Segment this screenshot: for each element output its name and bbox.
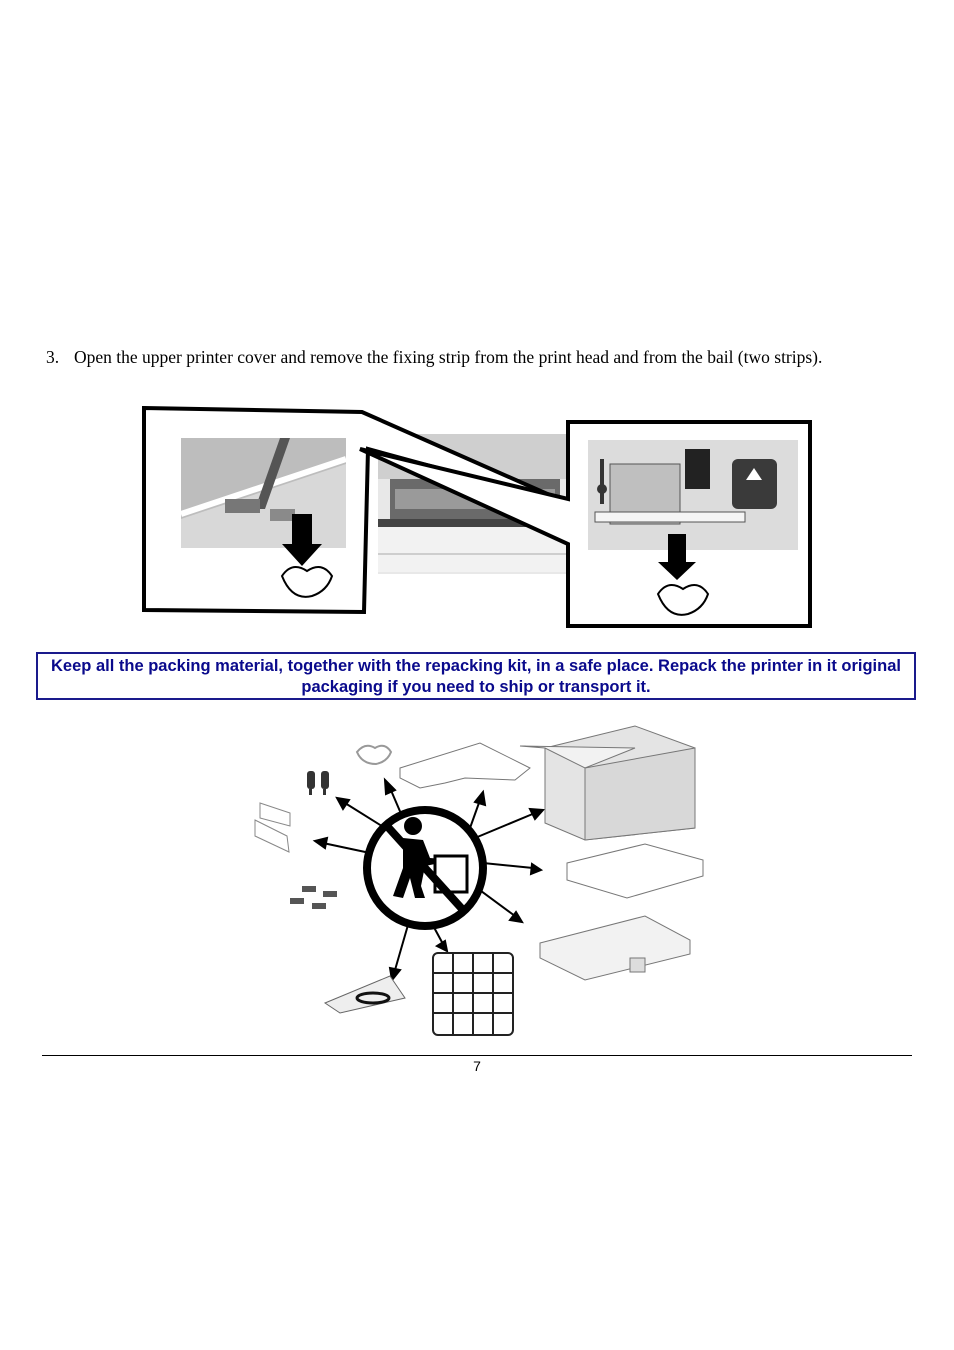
knobs-icon <box>307 771 329 795</box>
packing-material-figure <box>245 708 705 1044</box>
top-insert-icon <box>400 743 530 788</box>
pallet-icon <box>540 916 690 980</box>
strip-removal-figure <box>140 404 820 634</box>
foam-tray-icon <box>567 844 703 898</box>
footer-rule <box>42 1055 912 1056</box>
cardboard-box-icon <box>520 726 695 840</box>
packing-note: Keep all the packing material, together with the repacking kit, in a safe place. Repack the printer in it original packaging if you need to ship or transport it. <box>36 652 916 700</box>
step-number: 3. <box>46 347 60 367</box>
step-3 <box>46 345 906 369</box>
no-discard-icon <box>367 810 483 926</box>
clips-icon <box>290 886 337 909</box>
side-insert-icon <box>255 803 290 852</box>
ribbon-cage-icon <box>433 953 513 1035</box>
page-number: 7 <box>473 1058 481 1074</box>
fixing-strip-icon <box>357 746 391 764</box>
step-text: Open the upper printer cover and remove the fixing strip from the print head and from the bail (two strips). <box>74 347 823 367</box>
